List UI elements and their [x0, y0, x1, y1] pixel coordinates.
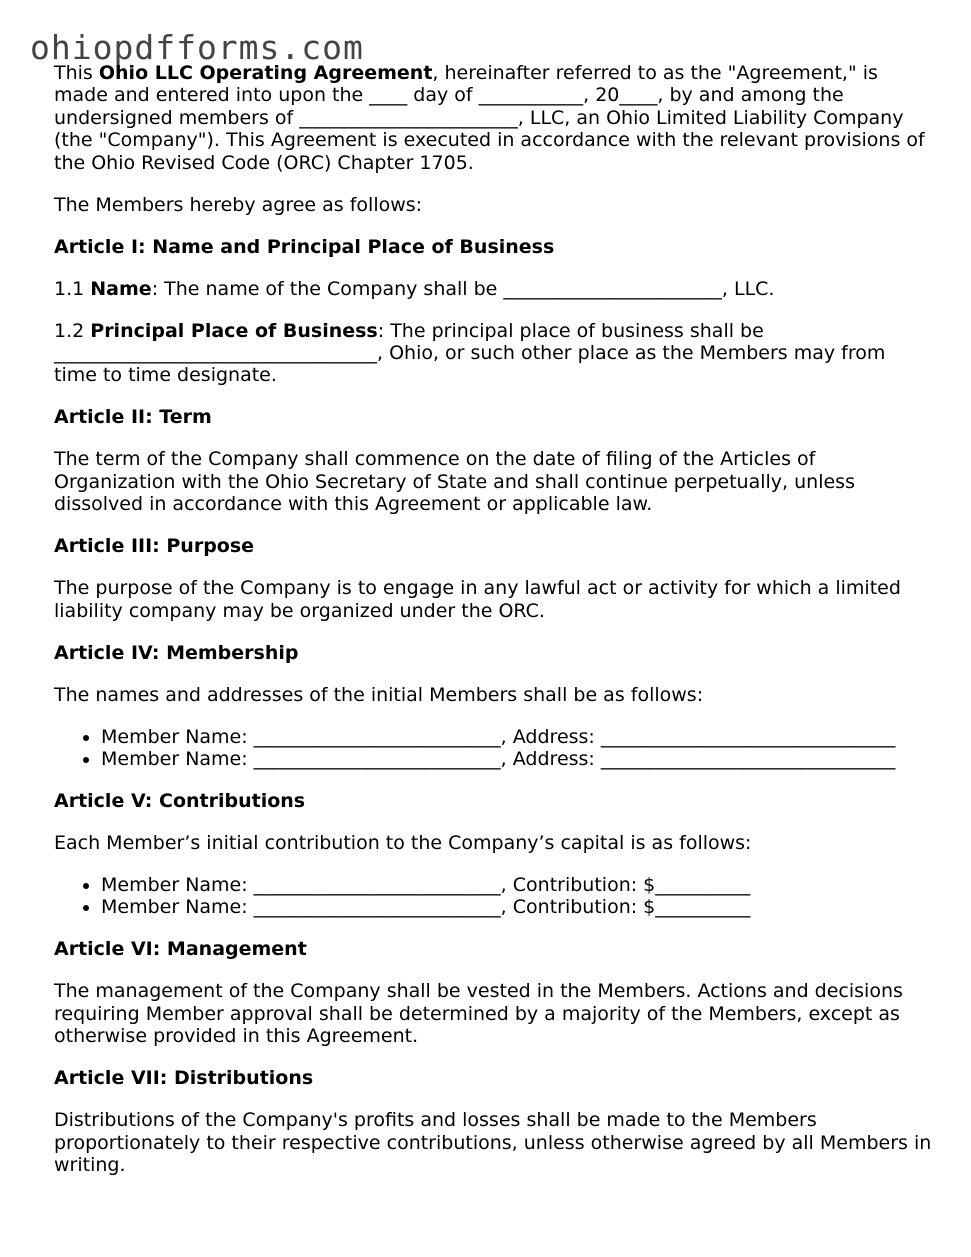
- article-7-heading: Article VII: Distributions: [54, 1067, 314, 1090]
- watermark: ohiopdfforms.com: [30, 28, 364, 67]
- article-3-text: The purpose of the Company is to engage in any lawful act or activity for which a limited liability company may be organized under the ORC.: [54, 577, 901, 622]
- article-2-text: The term of the Company shall commence on the date of filing of the Articles of Organization with the Ohio Secretary of State and shall continue perpetually, unless dissolved in accordance with this Agreement or applicable law.: [54, 448, 855, 516]
- agreement-title: Ohio LLC Operating Agreement: [98, 62, 433, 84]
- article-1-heading: Article I: Name and Principal Place of Business: [54, 235, 555, 258]
- member-address-item: • Member Name: __________________________, Address: _______________________________: [101, 748, 934, 770]
- section-1-1-text: : The name of the Company shall be _______________________, LLC.: [151, 277, 775, 300]
- section-1-2-text: : The principal place of business shall be __________________________________, Ohio, or such other place as the Members may from time to time designate.: [54, 319, 886, 387]
- article-7-text: Distributions of the Company's profits and losses shall be made to the Members proportionately to their respective contributions, unless otherwise agreed by all Members in writing.: [54, 1109, 932, 1177]
- intro-paragraph: [54, 62, 934, 174]
- article-5-text: Each Member’s initial contribution to the Company’s capital is as follows:: [54, 832, 752, 855]
- article-5-heading: Article V: Contributions: [54, 790, 306, 813]
- section-1-2: [54, 320, 934, 387]
- section-1-2-title: Principal Place of Business: [90, 319, 378, 342]
- member-address-item: • Member Name: __________________________, Address: _______________________________: [101, 726, 934, 748]
- section-1-1-number: 1.1: [54, 277, 91, 300]
- section-1-1: [54, 278, 934, 300]
- article-3-heading: Article III: Purpose: [54, 535, 255, 558]
- section-1-1-title: Name: [90, 277, 152, 300]
- document-body: [54, 62, 934, 1196]
- section-1-2-number: 1.2: [54, 319, 91, 342]
- article-6-heading: Article VI: Management: [54, 938, 307, 961]
- member-contribution-item: • Member Name: __________________________, Contribution: $__________: [101, 896, 934, 918]
- intro-text-start: This: [54, 62, 99, 84]
- article-4-heading: Article IV: Membership: [54, 641, 299, 664]
- agree-statement: The Members hereby agree as follows:: [54, 193, 423, 216]
- member-contribution-item: • Member Name: __________________________, Contribution: $__________: [101, 874, 934, 896]
- article-2-heading: Article II: Term: [54, 406, 212, 429]
- member-contribution-list: [54, 874, 934, 919]
- member-address-list: [54, 726, 934, 771]
- article-6-text: The management of the Company shall be vested in the Members. Actions and decisions requiring Member approval shall be determined by a majority of the Members, except as otherwise provided in this Agreement.: [54, 980, 903, 1048]
- intro-text-rest: , hereinafter referred to as the "Agreement," is made and entered into upon the ____ day of ___________, 20____, by and among the undersigned members of _______________________, LLC, an Ohio Limited Liability Company (the "Company"). This Agreement is executed in accordance with the relevant provisions of the Ohio Revised Code (ORC) Chapter 1705.: [54, 62, 925, 174]
- article-4-text: The names and addresses of the initial Members shall be as follows:: [54, 683, 704, 706]
